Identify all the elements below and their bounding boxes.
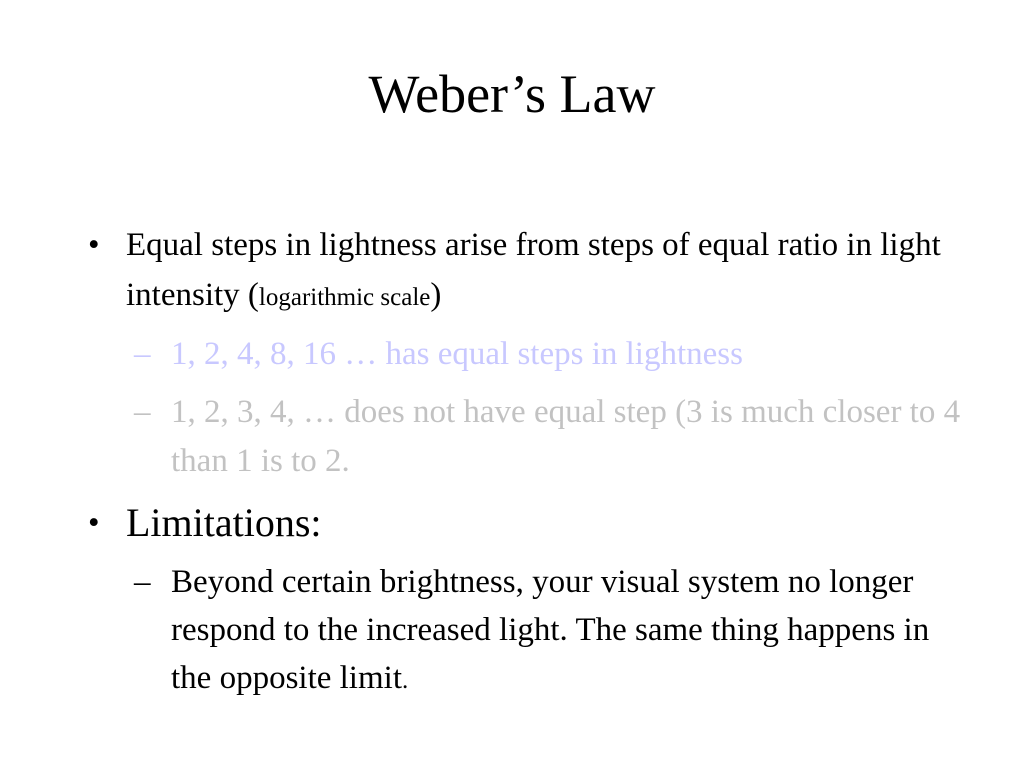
bullet-text-main: Equal steps in lightness arise from steps of equal ratio in light intensity ( bbox=[126, 227, 941, 313]
bullet-marker: • bbox=[88, 227, 100, 263]
subitem-text bbox=[171, 558, 971, 705]
bullet-text-small: logarithmic scale bbox=[258, 284, 431, 311]
subitem-dash: – bbox=[134, 564, 151, 600]
bullet-text: Limitations: bbox=[126, 500, 322, 545]
slide-title: Weber’s Law bbox=[368, 64, 656, 124]
subitem-text-end: . bbox=[401, 667, 409, 694]
subitem-text: 1, 2, 4, 8, 16 … has equal steps in lightness bbox=[171, 336, 743, 372]
subitem-text: 1, 2, 3, 4, … does not have equal step (3 is much closer to 4 than 1 is to 2. bbox=[171, 394, 961, 479]
subitem-dash: – bbox=[134, 336, 151, 372]
subitem-text-main: Beyond certain brightness, your visual system no longer respond to the increased light. The same thing happens in the opposite limit bbox=[171, 564, 930, 696]
bullet-marker: • bbox=[88, 505, 100, 541]
bullet-text bbox=[126, 220, 966, 323]
subitem-dash: – bbox=[134, 394, 151, 430]
bullet-text-end: ) bbox=[430, 277, 442, 313]
